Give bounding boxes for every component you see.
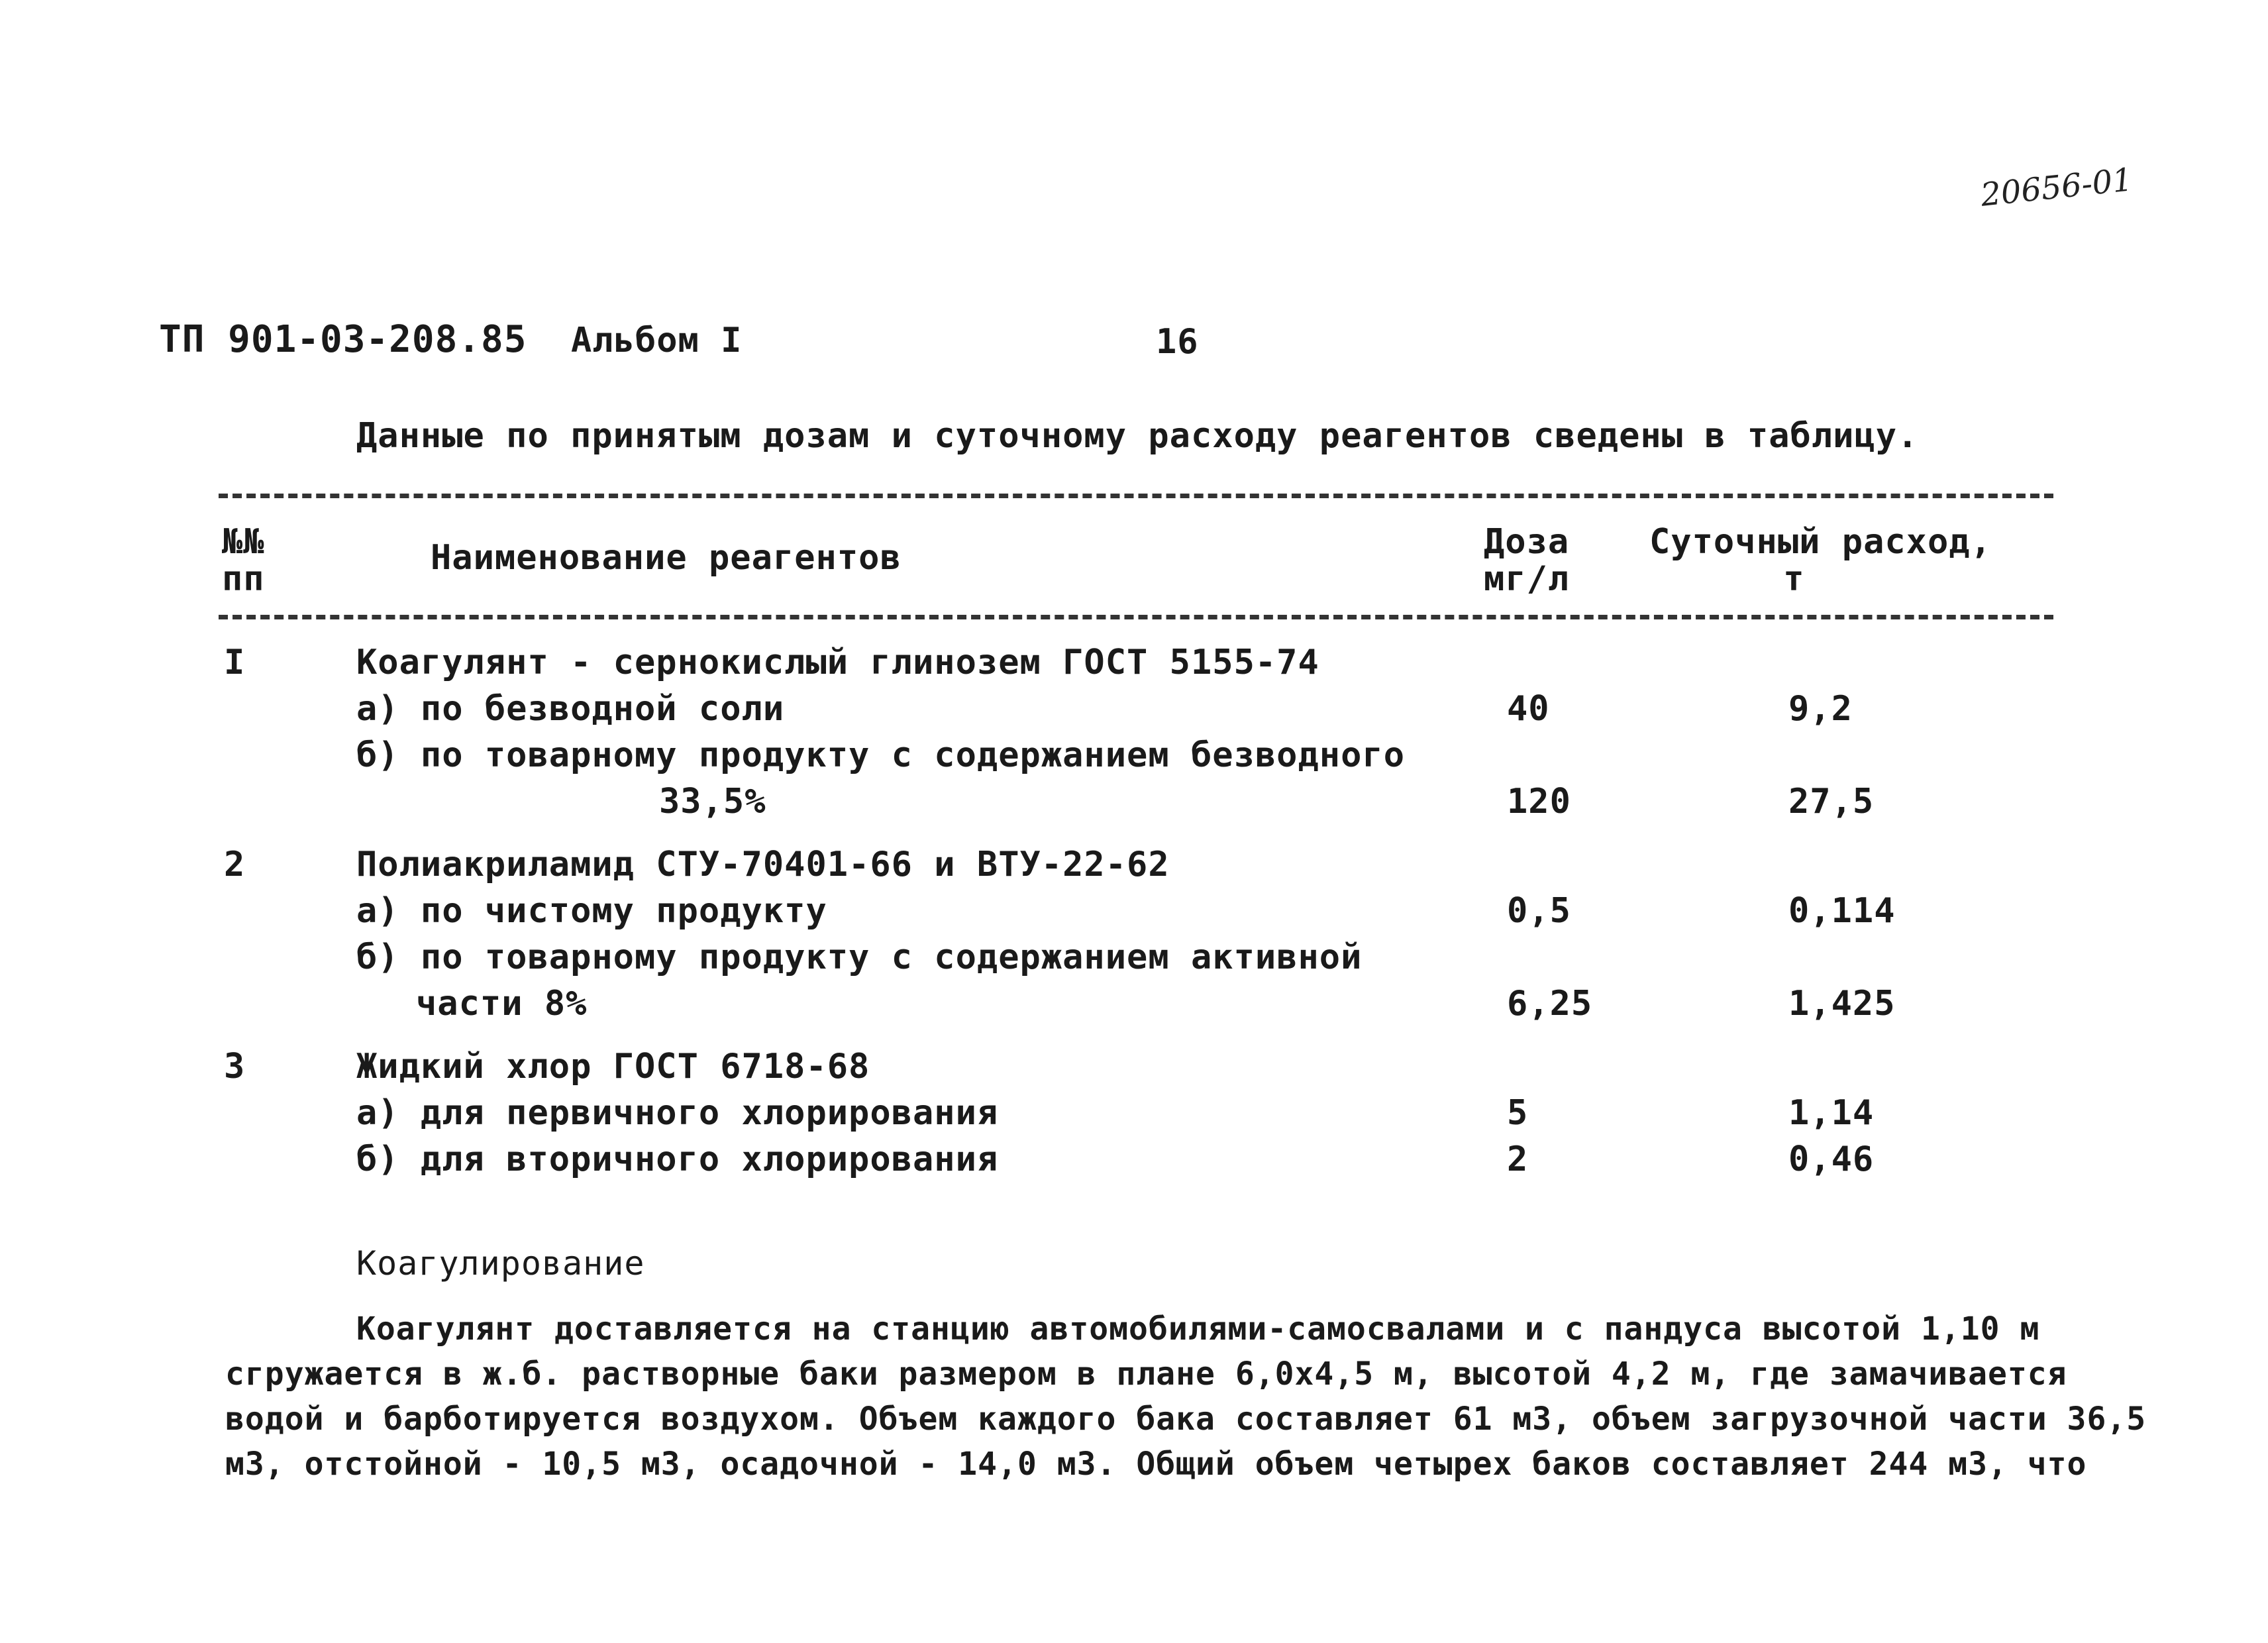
row-consumption: 1,425 — [1788, 984, 1896, 1024]
header-number-line1: №№ — [222, 522, 265, 562]
row-dose: 120 — [1507, 782, 1571, 822]
row-label: а) по безводной соли — [356, 689, 785, 729]
row-dose: 40 — [1507, 689, 1550, 729]
row-label: б) по товарному продукту с содержанием активной — [356, 937, 1363, 977]
paragraph-line: сгружается в ж.б. растворные баки размером в плане 6,0х4,5 м, высотой 4,2 м, где замачивается — [225, 1355, 2067, 1393]
row-label-continuation: 33,5% — [659, 782, 766, 822]
row-dose: 6,25 — [1507, 984, 1593, 1024]
row-label: а) по чистому продукту — [356, 891, 827, 931]
document-code: ТП 901-03-208.85 — [159, 318, 527, 361]
section-title: Коагулирование — [356, 1244, 645, 1283]
paragraph-line: водой и барботируется воздухом. Объем каждого бака составляет 61 м3, объем загрузочной части 36,5 — [225, 1401, 2147, 1438]
row-label: а) для первичного хлорирования — [356, 1093, 999, 1133]
row-label: б) по товарному продукту с содержанием безводного — [356, 735, 1406, 775]
header-dose-col — [1484, 523, 1569, 598]
row-consumption: 1,14 — [1788, 1093, 1875, 1133]
row-label: б) для вторичного хлорирования — [356, 1140, 999, 1179]
paragraph-line: Коагулянт доставляется на станцию автомобилями-самосвалами и с пандуса высотой 1,10 м — [356, 1310, 2040, 1348]
row-consumption: 27,5 — [1788, 782, 1875, 822]
header-dose-line2: мг/л — [1484, 559, 1570, 599]
intro-text: Данные по принятым дозам и суточному расходу реагентов сведены в таблицу. — [356, 416, 1919, 456]
row-consumption: 0,114 — [1788, 891, 1896, 931]
archive-number: 20656-01 — [1979, 161, 2135, 214]
row-dose: 0,5 — [1507, 891, 1571, 931]
row-label-continuation: части 8% — [416, 984, 588, 1024]
group-number: 2 — [224, 845, 246, 884]
header-consumption-line1: Суточный расход, — [1649, 522, 1992, 562]
group-title: Полиакриламид СТУ-70401-66 и ВТУ-22-62 — [356, 845, 1170, 884]
album-label: Альбом I — [571, 321, 743, 360]
table-header-rule — [219, 615, 2053, 619]
group-title: Коагулянт - сернокислый глинозем ГОСТ 5155-74 — [356, 643, 1319, 682]
header-number-line2: пп — [222, 559, 265, 599]
row-consumption: 0,46 — [1788, 1140, 1875, 1179]
paragraph-line: м3, отстойной - 10,5 м3, осадочной - 14,0 м3. Общий объем четырех баков составляет 244 м3, что — [225, 1446, 2087, 1483]
page-number: 16 — [1156, 322, 1199, 362]
header-consumption-col — [1649, 523, 1992, 598]
header-number-col — [222, 523, 265, 598]
row-dose: 2 — [1507, 1140, 1529, 1179]
group-number: I — [224, 643, 246, 682]
header-consumption-line2: т — [1783, 559, 1805, 599]
row-consumption: 9,2 — [1788, 689, 1853, 729]
header-dose-line1: Доза — [1484, 522, 1570, 562]
group-number: 3 — [224, 1047, 246, 1086]
row-dose: 5 — [1507, 1093, 1529, 1133]
table-top-rule — [219, 494, 2053, 498]
header-name-col: Наименование реагентов — [431, 538, 902, 578]
group-title: Жидкий хлор ГОСТ 6718-68 — [356, 1047, 870, 1086]
